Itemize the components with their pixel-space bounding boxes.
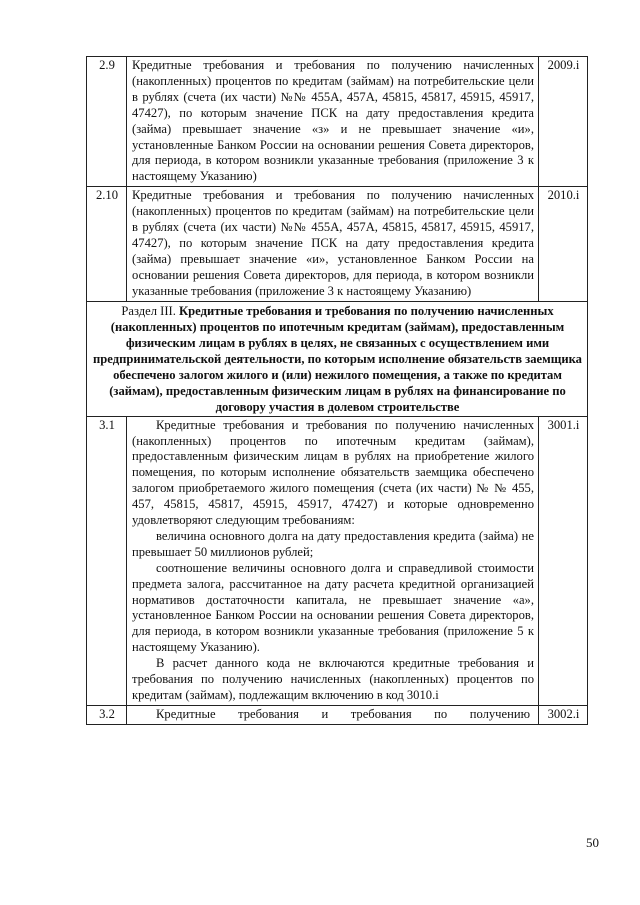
codes-table: [86, 56, 588, 725]
row-description: Кредитные требования и требования по получению начисленных (накопленных) процентов по кредитам (займам) на потребительские цели в рублях (счета (их части) №№ 455А, 457А, 45815, 45817, 45915, 45917, 47427), по которым значение ПСК на дату предоставления кредита (займа) превышает значение «и», установленное Банком России на основании решения Совета директоров, для периода, в котором возникли указанные требования (приложение 3 к настоящему Указанию): [127, 187, 539, 301]
table-row: [87, 705, 588, 724]
row-description: Кредитные требования и требования по получению начисленных (накопленных) процентов по кредитам (займам) на потребительские цели в рублях (счета (их части) №№ 455А, 457А, 45815, 45817, 45915, 45917, 47427), по которым значение ПСК на дату предоставления кредита (займа) превышает значение «з» и не превышает значение «и», установленные Банком России на основании решения Совета директоров, для периода, в котором возникли указанные требования (приложение 3 к настоящему Указанию): [127, 57, 539, 187]
table-row: [87, 57, 588, 187]
row-number: 3.1: [87, 416, 127, 705]
row-number: 2.9: [87, 57, 127, 187]
paragraph: величина основного долга на дату предоставления кредита (займа) не превышает 50 миллионов рублей;: [132, 528, 534, 559]
paragraph: Кредитные требования и требования по получению начисленных (накопленных) процентов по ипотечным кредитам (займам), предоставленным физическим лицам в рублях на приобретение жилого помещения, по которым исполнение обязательств заемщика обеспечено залогом приобретаемого жилого помещения (счета (их части) № № 455, 457, 45815, 45817, 45915, 45917, 47427) и которые одновременно удовлетворяют следующим требованиям:: [132, 417, 534, 528]
section-header: [87, 301, 588, 416]
table-row: [87, 187, 588, 301]
row-code: 2010.i: [539, 187, 588, 301]
row-number: 3.2: [87, 705, 127, 724]
page-number: 50: [586, 835, 599, 850]
row-code: 3001.i: [539, 416, 588, 705]
word: по: [434, 706, 448, 721]
section-prefix: Раздел III.: [121, 303, 176, 318]
word: требования: [238, 706, 299, 721]
row-description: [127, 416, 539, 705]
paragraph: В расчет данного кода не включаются кредитные требования и требования по получению начисленных (накопленных) процентов по кредитам (займам), подлежащим включению в код 3010.i: [132, 656, 534, 702]
row-number: 2.10: [87, 187, 127, 301]
section-header-row: [87, 301, 588, 416]
row-code: 3002.i: [539, 705, 588, 724]
table-row: [87, 416, 588, 705]
word: получению: [469, 706, 530, 721]
word: и: [321, 706, 329, 721]
section-title: Кредитные требования и требования по получению начисленных (накопленных) процентов по ипотечным кредитам (займам), предоставленным физическим лицам в рублях в целях, не связанных с осуществлением ими предпринимательской деятельности, по которым исполнение обязательств заемщика обеспечено залогом жилого и (или) нежилого помещения, а также по кредитам (займам), предоставленным физическим лицам в рублях на финансирование по договору участия в долевом строительстве: [93, 303, 582, 414]
paragraph: соотношение величины основного долга и справедливой стоимости предмета залога, рассчитанное на дату расчета кредитной организацией нормативов достаточности капитала, не превышает значение «а», установленное Банком России на основании решения Совета директоров, для периода, в котором возникли указанные требования (приложение 5 к настоящему Указанию).: [132, 560, 534, 655]
row-description: [127, 705, 539, 724]
word: Кредитные: [156, 706, 216, 721]
word: требования: [350, 706, 412, 721]
row-code: 2009.i: [539, 57, 588, 187]
